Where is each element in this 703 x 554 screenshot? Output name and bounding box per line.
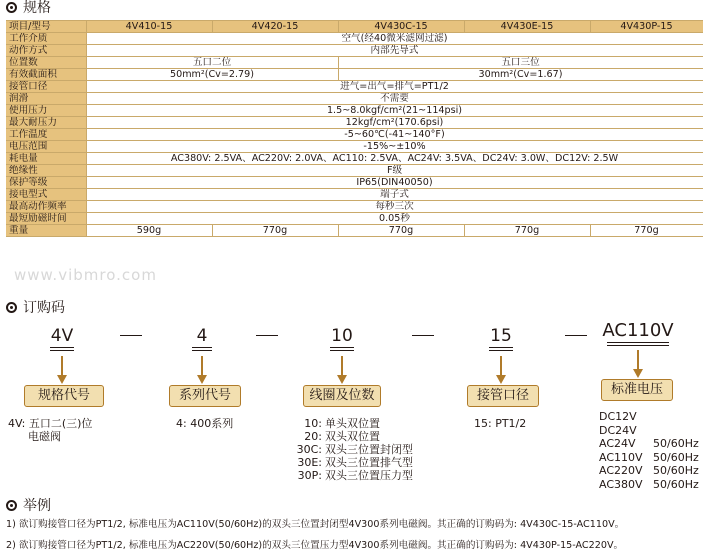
row-value: 770g (464, 225, 590, 237)
code-underline (607, 342, 669, 346)
code-part-coil: 10 (331, 326, 353, 346)
row-value: 1.5~8.0kgf/cm²(21~114psi) (86, 105, 703, 117)
code-underline (50, 347, 74, 351)
spec-code-desc: 4V: 五口二(三)位 电磁阀 (8, 417, 93, 443)
model-4v410: 4V410-15 (86, 21, 212, 33)
port-desc: 15: PT1/2 (474, 417, 527, 430)
list-item: 30E: 双头三位置排气型 (297, 456, 413, 469)
table-row (6, 81, 703, 93)
tag-coil-position: 线圈及位数 (303, 385, 381, 407)
row-label: 保护等级 (6, 177, 86, 189)
table-row (6, 105, 703, 117)
row-label: 动作方式 (6, 45, 86, 57)
bullet-icon (6, 2, 17, 13)
row-value: 12kgf/cm²(170.6psi) (86, 117, 703, 129)
row-label: 接电型式 (6, 189, 86, 201)
example-section-title: 举例 (6, 495, 51, 515)
list-item: 10: 单头双位置 (304, 417, 380, 430)
code-separator (412, 335, 434, 336)
list-item: AC220V 50/60Hz (599, 464, 699, 477)
tag-port-size: 接管口径 (467, 385, 539, 407)
code-part-series: 4 (196, 326, 208, 346)
list-item: AC380V 50/60Hz (599, 477, 699, 491)
arrow-down-icon (337, 375, 347, 384)
list-item: 20: 双头双位置 (304, 430, 380, 443)
arrow-stem (500, 356, 502, 376)
table-row (6, 69, 703, 81)
row-label: 使用压力 (6, 105, 86, 117)
model-4v430e: 4V430E-15 (464, 21, 590, 33)
row-label: 工作温度 (6, 129, 86, 141)
table-row (6, 225, 703, 237)
code-separator (565, 335, 587, 336)
row-value: 五口三位 (338, 57, 703, 69)
header-label: 项目/型号 (6, 21, 86, 33)
table-row (6, 117, 703, 129)
row-value: 0.05秒 (86, 213, 703, 225)
row-value: 进气=出气=排气=PT1/2 (86, 81, 703, 93)
model-4v430c: 4V430C-15 (338, 21, 464, 33)
row-label: 最高动作频率 (6, 201, 86, 213)
list-item: DC12V (599, 410, 637, 423)
arrow-stem (61, 356, 63, 376)
row-label: 润滑 (6, 93, 86, 105)
code-separator (120, 335, 142, 336)
row-value: 770g (212, 225, 338, 237)
list-item: 30P: 双头三位置压力型 (297, 469, 413, 482)
list-item: AC110V 50/60Hz (599, 450, 699, 464)
arrow-stem (637, 350, 639, 370)
table-row (6, 189, 703, 201)
specs-section-title: 规格 (6, 0, 51, 17)
table-row (6, 93, 703, 105)
row-label: 有效截面积 (6, 69, 86, 81)
arrow-down-icon (633, 369, 643, 378)
row-value: AC380V: 2.5VA、AC220V: 2.0VA、AC110: 2.5VA、AC24V: 3.5VA、DC24V: 3.0W、DC12V: 2.5W (86, 153, 703, 165)
row-value: 590g (86, 225, 212, 237)
row-label: 最大耐压力 (6, 117, 86, 129)
example-1: 1) 欲订购接管口径为PT1/2, 标准电压为AC110V(50/60Hz)的双头三位置封闭型4V300系列电磁阀。其正确的订购码为: 4V430C-15-AC110V。 (6, 519, 625, 530)
list-item: 30C: 双头三位置封闭型 (296, 443, 413, 456)
table-row (6, 45, 703, 57)
arrow-down-icon (496, 375, 506, 384)
row-value: 30mm²(Cv=1.67) (338, 69, 703, 81)
table-row (6, 177, 703, 189)
row-value: 五口二位 (86, 57, 338, 69)
row-value: 每秒三次 (86, 201, 703, 213)
arrow-down-icon (197, 375, 207, 384)
watermark: www.vibmro.com (14, 266, 157, 284)
list-item: AC24V 50/60Hz (599, 437, 699, 450)
spec-header-row (6, 21, 703, 33)
row-value: 770g (590, 225, 703, 237)
row-label: 最短励磁时间 (6, 213, 86, 225)
spec-table (6, 20, 703, 237)
tag-series-code: 系列代号 (169, 385, 241, 407)
row-value: 端子式 (86, 189, 703, 201)
code-part-spec: 4V (50, 326, 74, 346)
table-row (6, 153, 703, 165)
row-value: -15%~±10% (86, 141, 703, 153)
table-row (6, 165, 703, 177)
bullet-icon (6, 500, 17, 511)
arrow-down-icon (57, 375, 67, 384)
row-label: 重量 (6, 225, 86, 237)
row-value: 不需要 (86, 93, 703, 105)
row-label: 绝缘性 (6, 165, 86, 177)
bullet-icon (6, 302, 17, 313)
code-part-voltage: AC110V (602, 320, 674, 341)
tag-standard-voltage: 标准电压 (601, 379, 673, 401)
row-value: -5~60℃(-41~140°F) (86, 129, 703, 141)
arrow-stem (201, 356, 203, 376)
row-value: F级 (86, 165, 703, 177)
row-label: 接管口径 (6, 81, 86, 93)
table-row (6, 57, 703, 69)
row-label: 耗电量 (6, 153, 86, 165)
code-underline (489, 347, 513, 351)
table-row (6, 141, 703, 153)
row-value: IP65(DIN40050) (86, 177, 703, 189)
table-row (6, 201, 703, 213)
example-2: 2) 欲订购接管口径为PT1/2, 标准电压为AC220V(50/60Hz)的双头三位置压力型4V300系列电磁阀。其正确的订购码为: 4V430P-15-AC220V。 (6, 540, 624, 551)
table-row (6, 33, 703, 45)
code-part-port: 15 (490, 326, 512, 346)
code-underline (330, 347, 354, 351)
coil-desc-list (290, 417, 413, 482)
row-label: 工作介质 (6, 33, 86, 45)
row-label: 电压范围 (6, 141, 86, 153)
series-desc: 4: 400系列 (176, 417, 234, 430)
row-value: 770g (338, 225, 464, 237)
order-section-title: 订购码 (6, 297, 65, 317)
row-value: 50mm²(Cv=2.79) (86, 69, 338, 81)
row-value: 空气(经40微米滤网过滤) (86, 33, 703, 45)
table-row (6, 213, 703, 225)
model-4v430p: 4V430P-15 (590, 21, 703, 33)
tag-spec-code: 规格代号 (24, 385, 104, 407)
model-4v420: 4V420-15 (212, 21, 338, 33)
row-label: 位置数 (6, 57, 86, 69)
row-value: 内部先导式 (86, 45, 703, 57)
arrow-stem (341, 356, 343, 376)
list-item: DC24V (599, 423, 637, 437)
code-separator (256, 335, 278, 336)
table-row (6, 129, 703, 141)
code-underline (192, 347, 212, 351)
voltage-desc-list (599, 410, 699, 491)
